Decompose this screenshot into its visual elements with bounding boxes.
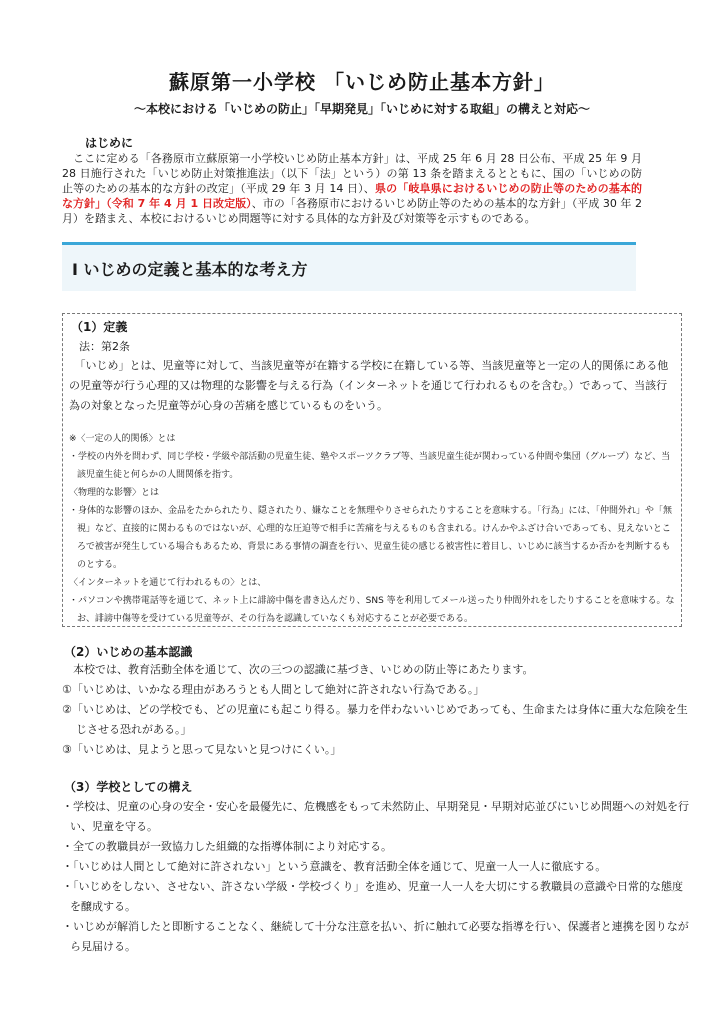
recognition-title: （2）いじめの基本認識	[64, 645, 193, 659]
stance-item: ・「いじめをしない、させない、許さない学級・学校づくり」を進め、児童一人一人を大切にする教職員の意識や日常的な態度を醸成する。	[62, 880, 684, 913]
recognition-item: ①「いじめは、いかなる理由があろうとも人間として絶対に許されない行為である。」	[62, 683, 485, 696]
stance-title: （3）学校としての構え	[64, 780, 193, 794]
note-line: 〈インターネットを通じて行われるもの〉とは、	[69, 578, 267, 588]
recognition-lead: 本校では、教育活動全体を通じて、次の三つの認識に基づき、いじめの防止等にあたります。	[73, 663, 534, 676]
recognition-item: ②「いじめは、どの学校でも、どの児童にも起こり得る。暴力を伴わないいじめであっても、生命または身体に重大な危険を生じさせる恐れがある。」	[62, 703, 688, 736]
stance-body	[62, 797, 692, 957]
stance-item: ・学校は、児童の心身の安全・安心を最優先に、危機感をもって未然防止、早期発見・早期対応並びにいじめ問題への対処を行い、児童を守る。	[62, 800, 689, 833]
intro-heading: はじめに	[85, 136, 134, 150]
intro-text-part2: 、市の「各務原市におけるいじめ防止等のための基本的な方針」（平成 30 年 2 月）を踏まえ、本校におけるいじめ問題等に対する具体的な方針及び対策等を示すものである。	[62, 197, 642, 225]
section-1-title: Ⅰ いじめの定義と基本的な考え方	[72, 260, 308, 279]
definition-box	[62, 313, 682, 627]
note-line: ・パソコンや携帯電話等を通じて、ネット上に誹謗中傷を書き込んだり、SNS 等を利用してメール送ったり仲間外れをしたりすることを意味する。なお、誹謗中傷等を受けている児童等が、その行為を認識していなくも対応することが必要である。	[69, 596, 675, 624]
stance-item: ・全ての教職員が一致協力した組織的な指導体制により対応する。	[62, 840, 392, 853]
definition-notes	[69, 430, 675, 628]
intro-text-highlight: 県の「岐阜県におけるいじめの防止等のための基本的な方針」（令和 7 年 4 月 1 日改定版）	[62, 182, 642, 210]
note-line: ・学校の内外を問わず、同じ学校・学級や部活動の児童生徒、塾やスポーツクラブ等、当該児童生徒が関わっている仲間や集団（グループ）など、当該児童生徒と何らかの人間関係を指す。	[69, 452, 671, 480]
stance-item: ・「いじめは人間として絶対に許されない」という意識を、教育活動全体を通じて、児童一人一人に徹底する。	[62, 860, 607, 873]
definition-text: 「いじめ」とは、児童等に対して、当該児童等が在籍する学校に在籍している等、当該児童等と一定の人的関係にある他の児童等が行う心理的又は物理的な影響を与える行為（インターネットを通じて行われるものを含む。）であって、当該行為の対象となった児童等が心身の苦痛を感じているものをいう。	[69, 359, 669, 412]
note-line: 〈物理的な影響〉とは	[69, 488, 160, 498]
recognition-body	[62, 660, 692, 760]
note-line: ・身体的な影響のほか、金品をたかられたり、隠されたり、嫌なことを無理やりさせられたりすることを意味する。「行為」には、「仲間外れ」や「無視」など、直接的に関わるものではないが、心理的な圧迫等で相手に苦痛を与えるものも含まれる。けんかやふざけ合いであっても、見えないところで被害が発生している場合もあるため、背景にある事情の調査を行い、児童生徒の感じる被害性に着目し、いじめに該当するか否かを判断するものとする。	[69, 506, 673, 570]
page-title: 蘇原第一小学校 「いじめ防止基本方針」	[169, 70, 555, 94]
section-1-header	[62, 242, 636, 291]
page-subtitle: 〜本校における「いじめの防止」「早期発見」「いじめに対する取組」の構えと対応〜	[133, 102, 590, 116]
recognition-item: ③「いじめは、見ようと思って見ないと見つけにくい。」	[62, 743, 342, 756]
intro-body	[62, 151, 642, 226]
note-line: ※〈一定の人的関係〉とは	[69, 434, 176, 444]
definition-law: 法：第2条	[79, 340, 130, 353]
stance-item: ・いじめが解消したと即断することなく、継続して十分な注意を払い、折に触れて必要な指導を行い、保護者と連携を図りながら見届ける。	[62, 920, 689, 953]
definition-title: （1）定義	[71, 320, 128, 334]
intro-text-part1: ここに定める「各務原市立蘇原第一小学校いじめ防止基本方針」は、平成 25 年 6 月 28 日公布、平成 25 年 9 月 28 日施行された「いじめ防止対策推進法」（以下「法」という）の第 13 条を踏まえるとともに、国の「いじめの防止等のための基本的な方針の改定」（平成 29 年 3 月 14 日）、	[62, 152, 643, 195]
